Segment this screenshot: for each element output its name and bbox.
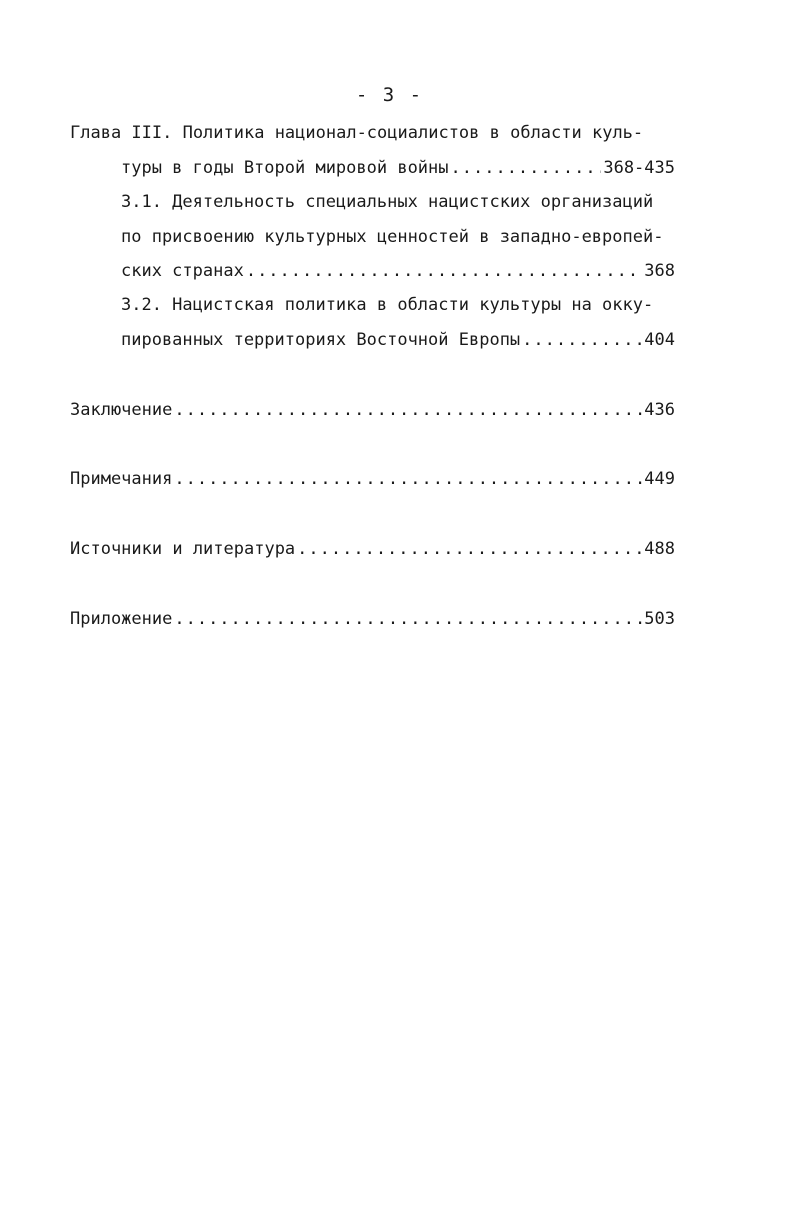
toc-text: Глава III. Политика национал-социалистов в области куль- <box>70 123 644 143</box>
toc-leader-dots <box>246 259 642 283</box>
toc-page-ref: 404 <box>644 330 675 350</box>
toc-text: пированных территориях Восточной Европы <box>121 330 521 350</box>
toc-text: Заключение <box>70 400 173 420</box>
toc-section3-2-line1 <box>121 293 675 317</box>
toc-section3-1-line2 <box>121 225 675 249</box>
toc-leader-dots <box>174 398 642 422</box>
toc-text: туры в годы Второй мировой войны <box>121 158 449 178</box>
toc-sources <box>70 537 675 561</box>
page-number: - 3 - <box>355 84 424 106</box>
toc-page-ref: 368 <box>644 261 675 281</box>
toc-page-ref: 449 <box>644 469 675 489</box>
toc-text: ских странах <box>121 261 244 281</box>
toc-leader-dots <box>451 156 602 180</box>
toc-text: Примечания <box>70 469 173 489</box>
toc-chapter3-title-line1 <box>70 121 664 145</box>
toc-text: Источники и литература <box>70 539 296 559</box>
toc-text: по присвоению культурных ценностей в западно-европей- <box>121 227 664 247</box>
toc-appendix <box>70 607 675 631</box>
toc-page-ref: 488 <box>644 539 675 559</box>
toc-notes <box>70 467 675 491</box>
toc-section3-1-line1 <box>121 190 675 214</box>
toc-text: Приложение <box>70 609 173 629</box>
toc-leader-dots <box>174 467 642 491</box>
toc-page-ref: 503 <box>644 609 675 629</box>
toc-page-ref: 436 <box>644 400 675 420</box>
toc-leader-dots <box>297 537 642 561</box>
toc-section3-1-line3 <box>121 259 675 283</box>
toc-leader-dots <box>522 328 642 352</box>
toc-page-ref: 368-435 <box>603 158 675 178</box>
toc-section3-2-line2 <box>121 328 675 352</box>
toc-leader-dots <box>174 607 642 631</box>
toc-conclusion <box>70 398 675 422</box>
toc-chapter3-title-line2 <box>121 156 675 180</box>
toc-text: 3.1. Деятельность специальных нацистских организаций <box>121 192 654 212</box>
toc-text: 3.2. Нацистская политика в области культуры на окку- <box>121 295 654 315</box>
